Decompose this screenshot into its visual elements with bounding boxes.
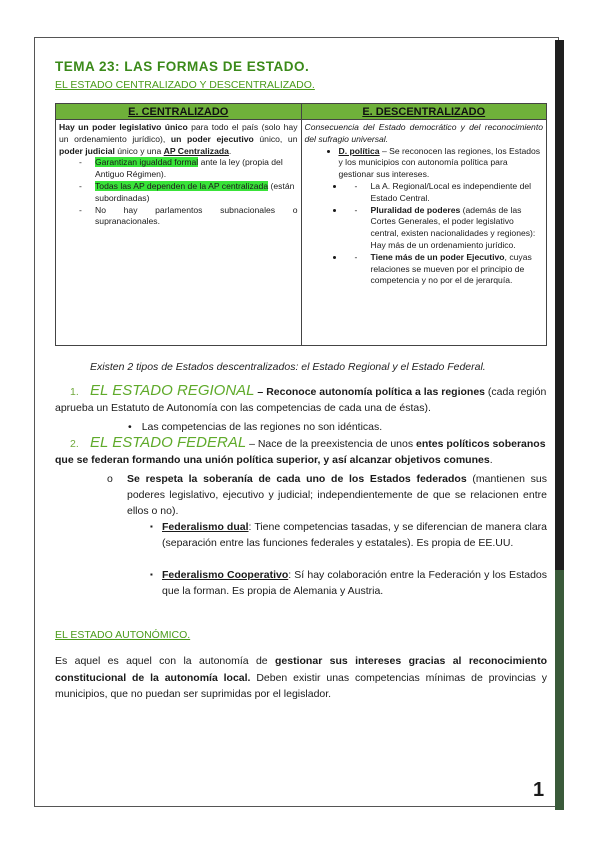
text-fragment: Federalismo Cooperativo (162, 569, 289, 581)
text-fragment: (cada región aprueba un Estatuto de Autonomía con las competencias de cada una de éstas). (55, 386, 547, 414)
federalismo-dual-item (150, 519, 547, 551)
federalismo-dual-text (150, 519, 547, 551)
descentralizado-list (305, 146, 544, 288)
federalismo-cooperativo-item (150, 567, 547, 599)
federal-o-text (107, 471, 547, 519)
text-fragment: Deben existir unas competencias mínimas de provincias y municipios, que no puedan ser suprimidas por el legislador. (55, 671, 548, 700)
text-fragment: Es aquel es aquel con la autonomía de (55, 655, 276, 667)
estado-federal-section (55, 435, 550, 468)
square-bullet-icon: ▪ (150, 570, 153, 579)
regional-title: EL ESTADO REGIONAL (90, 382, 255, 399)
list-number: 2. (70, 438, 79, 450)
text-fragment: Federalismo dual (162, 521, 249, 533)
estado-regional-section (55, 383, 550, 416)
text-ap-centralizada: AP Centralizada (163, 145, 229, 156)
text-fragment: Reconoce autonomía política a las regiones (266, 386, 485, 398)
header-descentralizado: E. DESCENTRALIZADO (301, 104, 547, 120)
sub-list (339, 181, 544, 287)
list-number: 1. (70, 386, 79, 398)
text-fragment: (además de las Cortes Generales, el poder legislativo central, existen nacionalidades y regiones): Hay más de un ordenamiento jurídico. (370, 204, 536, 250)
estado-autonomico-paragraph (55, 653, 547, 703)
text-fragment: La A. Regional/Local es independiente del Estado Central. (370, 180, 532, 203)
page-edge-accent (555, 570, 564, 810)
list-item (65, 205, 298, 229)
highlight-text: Garantizan igualdad formal (95, 157, 199, 168)
text-fragment: único y una (114, 145, 164, 156)
text-fragment: No hay parlamentos subnacionales o supranacionales. (95, 204, 298, 227)
bullet-icon: • (128, 421, 132, 433)
text-fragment: – (254, 386, 267, 398)
list-item (65, 157, 298, 181)
text-fragment: . (228, 145, 232, 156)
text-fragment: (mantienen sus poderes legislativo, ejecutivo y judicial; independientemente de que se relacionen entre ellos o no). (127, 473, 547, 517)
cell-centralizado (56, 120, 302, 346)
descentralizado-intro: Consecuencia del Estado democrático y del reconocimiento del sufragio universal. (304, 122, 543, 144)
regional-bullet (128, 419, 382, 435)
text-d-politica: D. política (338, 145, 380, 156)
text-fragment: para todo el país (solo hay un ordenamiento jurídico), (59, 122, 298, 144)
text-fragment: Las competencias de las regiones no son idénticas. (141, 421, 383, 433)
list-item (339, 146, 544, 288)
list-item (345, 252, 544, 287)
text-fragment: , cuyas relaciones se mueven por el principio de competencia y no por el de jerarquía. (370, 251, 532, 286)
text-legislativo: Hay un poder legislativo único (59, 122, 188, 132)
federal-o-item (107, 471, 547, 519)
estado-autonomico-heading: EL ESTADO AUTONÓMICO. (55, 629, 191, 641)
text-fragment: : Sí hay colaboración entre la Federación y los Estados que la forman. Es propia de Alemania y Austria. (162, 569, 547, 597)
text-pluralidad: Pluralidad de poderes (370, 204, 461, 215)
text-fragment: (están subordinadas) (95, 180, 295, 203)
list-item (345, 181, 544, 205)
comparison-table (55, 103, 547, 346)
header-centralizado: E. CENTRALIZADO (56, 104, 302, 120)
text-fragment: . (489, 454, 493, 466)
text-ejecutivo: un poder ejecutivo (170, 133, 254, 144)
types-caption: Existen 2 tipos de Estados descentralizados: el Estado Regional y el Estado Federal. (90, 361, 486, 373)
highlight-text: Todas las AP dependen de la AP centralizada (95, 180, 269, 191)
text-fragment: – Nace de la preexistencia de unos (246, 438, 417, 450)
text-fragment: gestionar sus intereses gracias al reconocimiento constitucional de la autonomía local. (55, 655, 547, 684)
text-fragment: Se respeta la soberanía de cada uno de los Estados federados (127, 473, 467, 485)
text-fragment: : Tiene competencias tasadas, y se diferencian de manera clara (separación entre las funciones federales y estatales). Es propia de EE.UU. (162, 521, 547, 549)
federal-title: EL ESTADO FEDERAL (90, 434, 247, 451)
centralizado-list (59, 157, 298, 228)
document-title: TEMA 23: LAS FORMAS DE ESTADO. (55, 59, 310, 74)
list-item (65, 181, 298, 205)
text-fragment: – Se reconocen las regiones, los Estados y los municipios con autonomía política para gestionar sus intereses. (338, 145, 541, 180)
square-bullet-icon: ▪ (150, 522, 153, 531)
federalismo-cooperativo-text (150, 567, 547, 599)
text-fragment: único, un (253, 133, 298, 144)
page-number: 1 (533, 779, 545, 801)
cell-descentralizado (301, 120, 547, 346)
centralizado-intro (59, 122, 298, 157)
text-ejecutivo-multiple: Tiene más de un poder Ejecutivo (370, 251, 505, 262)
text-judicial: poder judicial (59, 145, 115, 156)
text-fragment: ante la ley (propia del Antiguo Régimen). (95, 157, 283, 180)
text-fragment: entes políticos soberanos que se federan formando una unión política superior, y así alcanzar objetivos comunes (55, 438, 546, 466)
list-item (345, 205, 544, 252)
section-subtitle: EL ESTADO CENTRALIZADO Y DESCENTRALIZADO. (55, 79, 315, 91)
circle-bullet-icon: o (107, 473, 113, 485)
